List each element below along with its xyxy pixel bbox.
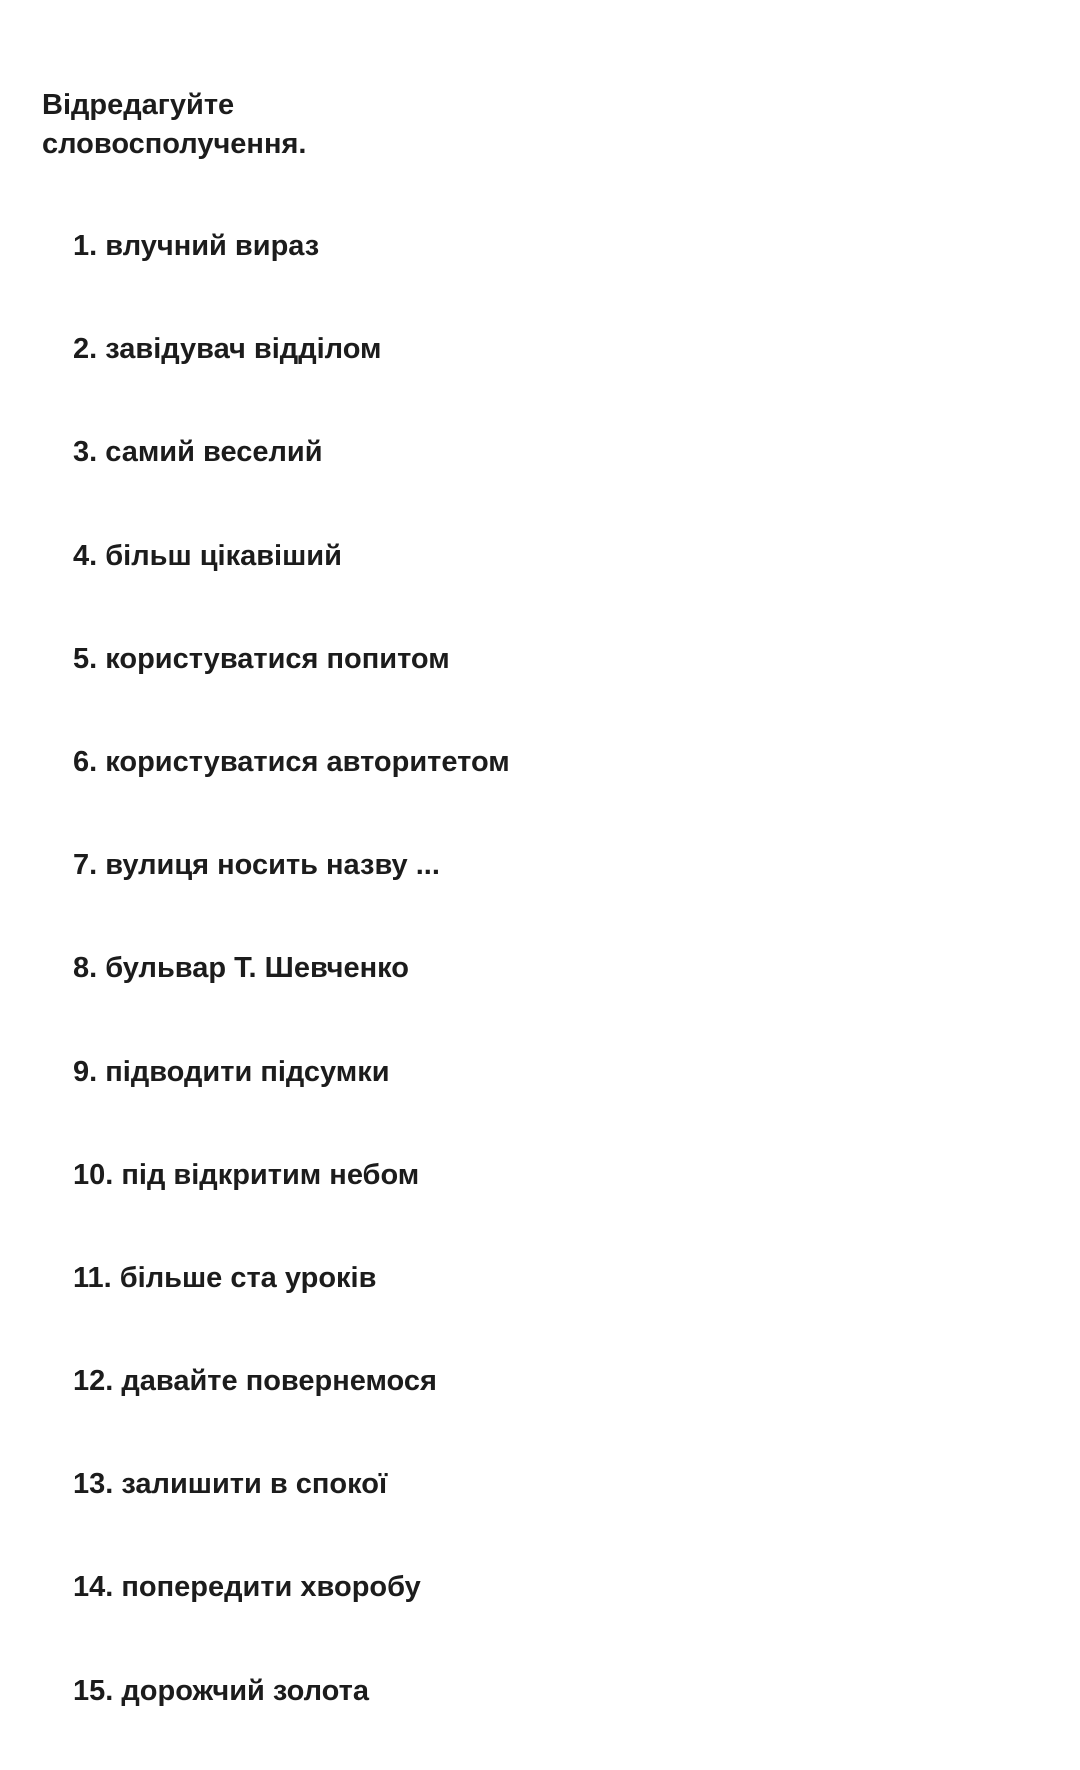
list-item: 14. попередити хворобу: [73, 1571, 421, 1604]
list-item: 1. влучний вираз: [73, 230, 320, 262]
list-item: 3. самий веселий: [73, 436, 323, 469]
list-item: 11. більше ста уроків: [73, 1261, 377, 1294]
list-item: 15. дорожчий золота: [73, 1674, 369, 1707]
list-item: 12. давайте повернемося: [73, 1365, 437, 1398]
list-item: 8. бульвар Т. Шевченко: [73, 952, 409, 985]
list-item: 6. користуватися авторитетом: [73, 745, 510, 778]
list-item: 7. вулиця носить назву ...: [73, 849, 440, 882]
list-item: 13. залишити в спокої: [73, 1468, 388, 1501]
list-item: 5. користуватися попитом: [73, 642, 450, 675]
list-item: 2. завідувач відділом: [73, 333, 382, 366]
phrase-list: [73, 222, 510, 1770]
task-heading: [42, 86, 442, 164]
task-heading-line-2: словосполучення.: [42, 128, 307, 160]
task-heading-line-1: Відредагуйте: [42, 89, 235, 121]
list-item: 10. під відкритим небом: [73, 1158, 420, 1191]
list-item: 9. підводити підсумки: [73, 1055, 390, 1088]
list-item: 4. більш цікавіший: [73, 539, 342, 572]
